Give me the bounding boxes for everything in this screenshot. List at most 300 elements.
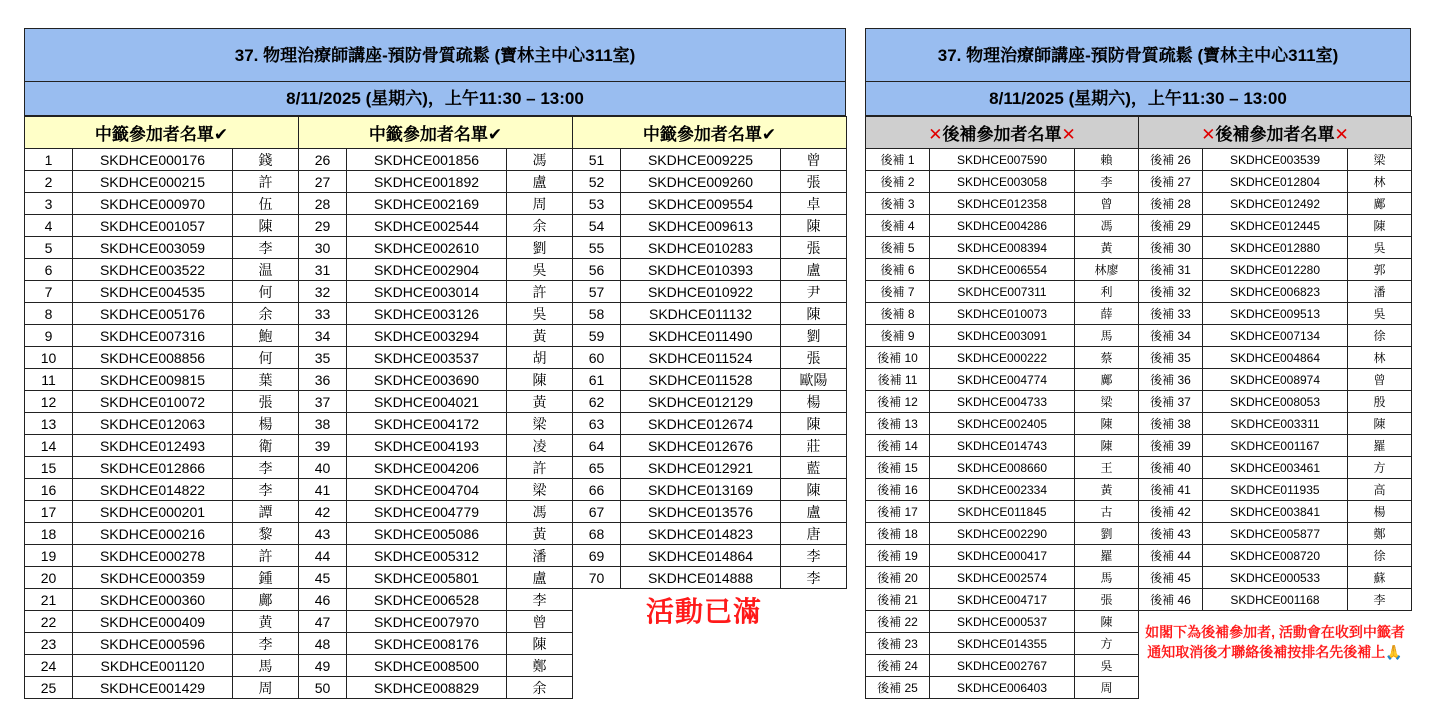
surname: 黎 (233, 523, 299, 545)
surname: 伍 (233, 193, 299, 215)
member-id: SKDHCE004704 (347, 479, 507, 501)
table-row (25, 149, 847, 171)
surname: 陳 (1075, 435, 1139, 457)
entry-number: 9 (25, 325, 73, 347)
table-row (866, 457, 1412, 479)
surname: 周 (1075, 677, 1139, 699)
surname: 曾 (1348, 369, 1412, 391)
table-row (866, 193, 1412, 215)
member-id: SKDHCE005176 (73, 303, 233, 325)
surname: 吳 (1348, 303, 1412, 325)
entry-number: 55 (573, 237, 621, 259)
surname: 古 (1075, 501, 1139, 523)
table-row (866, 545, 1412, 567)
surname: 黄 (233, 611, 299, 633)
member-id: SKDHCE010393 (621, 259, 781, 281)
event-title-right: 37. 物理治療師講座-預防骨質疏鬆 (寶林主中心311室) (865, 28, 1411, 82)
entry-number: 60 (573, 347, 621, 369)
entry-number: 59 (573, 325, 621, 347)
surname: 吳 (507, 259, 573, 281)
surname: 張 (781, 171, 847, 193)
entry-number: 70 (573, 567, 621, 589)
waitlist-number: 後補 2 (866, 171, 930, 193)
entry-number: 25 (25, 677, 73, 699)
empty-cell (1348, 677, 1412, 699)
entry-number: 62 (573, 391, 621, 413)
entry-number: 6 (25, 259, 73, 281)
table-row (866, 479, 1412, 501)
surname: 鄭 (1348, 523, 1412, 545)
surname: 羅 (1348, 435, 1412, 457)
waitlist-number: 後補 3 (866, 193, 930, 215)
surname: 張 (781, 347, 847, 369)
surname: 陳 (781, 479, 847, 501)
waitlist-number: 後補 40 (1139, 457, 1203, 479)
entry-number: 17 (25, 501, 73, 523)
table-row (866, 369, 1412, 391)
entry-number: 20 (25, 567, 73, 589)
table-row (866, 325, 1412, 347)
surname: 劉 (507, 237, 573, 259)
empty-cell (1139, 677, 1203, 699)
waitlist-number: 後補 46 (1139, 589, 1203, 611)
surname: 盧 (507, 171, 573, 193)
entry-number: 43 (299, 523, 347, 545)
surname: 盧 (781, 501, 847, 523)
surname: 李 (781, 567, 847, 589)
surname: 陳 (781, 303, 847, 325)
member-id: SKDHCE010922 (621, 281, 781, 303)
member-id: SKDHCE014823 (621, 523, 781, 545)
member-id: SKDHCE004286 (930, 215, 1075, 237)
member-id: SKDHCE003294 (347, 325, 507, 347)
entry-number: 27 (299, 171, 347, 193)
table-row (25, 435, 847, 457)
table-row (866, 237, 1412, 259)
member-id: SKDHCE011490 (621, 325, 781, 347)
member-id: SKDHCE012676 (621, 435, 781, 457)
surname: 賴 (1075, 149, 1139, 171)
entry-number: 42 (299, 501, 347, 523)
surname: 梁 (507, 479, 573, 501)
member-id: SKDHCE004206 (347, 457, 507, 479)
surname: 黃 (1075, 237, 1139, 259)
table-row (25, 545, 847, 567)
surname: 黃 (1075, 479, 1139, 501)
member-id: SKDHCE012804 (1203, 171, 1348, 193)
entry-number: 26 (299, 149, 347, 171)
member-id: SKDHCE003126 (347, 303, 507, 325)
table-row (25, 347, 847, 369)
entry-number: 11 (25, 369, 73, 391)
member-id: SKDHCE004717 (930, 589, 1075, 611)
member-id: SKDHCE013576 (621, 501, 781, 523)
table-row (866, 171, 1412, 193)
surname: 盧 (781, 259, 847, 281)
member-id: SKDHCE011132 (621, 303, 781, 325)
entry-number: 51 (573, 149, 621, 171)
waitlist-number: 後補 33 (1139, 303, 1203, 325)
table-row (866, 413, 1412, 435)
waitlist-number: 後補 24 (866, 655, 930, 677)
empty-cell (621, 677, 781, 699)
table-row (25, 501, 847, 523)
entry-number: 65 (573, 457, 621, 479)
member-id: SKDHCE012921 (621, 457, 781, 479)
member-id: SKDHCE000533 (1203, 567, 1348, 589)
surname: 利 (1075, 281, 1139, 303)
waitlist-number: 後補 42 (1139, 501, 1203, 523)
waitlist-number: 後補 43 (1139, 523, 1203, 545)
surname: 何 (233, 281, 299, 303)
member-id: SKDHCE009513 (1203, 303, 1348, 325)
entry-number: 30 (299, 237, 347, 259)
surname: 歐陽 (781, 369, 847, 391)
entry-number: 54 (573, 215, 621, 237)
surname: 梁 (1348, 149, 1412, 171)
member-id: SKDHCE007316 (73, 325, 233, 347)
cross-mark-icon: ✕ (928, 125, 943, 144)
member-id: SKDHCE012280 (1203, 259, 1348, 281)
member-id: SKDHCE002544 (347, 215, 507, 237)
member-id: SKDHCE011524 (621, 347, 781, 369)
table-row (866, 567, 1412, 589)
table-row (866, 677, 1412, 699)
surname: 李 (233, 633, 299, 655)
table-row (25, 413, 847, 435)
surname: 曾 (781, 149, 847, 171)
entry-number: 34 (299, 325, 347, 347)
member-id: SKDHCE004864 (1203, 347, 1348, 369)
waitlist-number: 後補 41 (1139, 479, 1203, 501)
winners-header-row (25, 117, 847, 149)
surname: 劉 (781, 325, 847, 347)
empty-cell (573, 589, 621, 611)
member-id: SKDHCE008660 (930, 457, 1075, 479)
surname: 鄺 (1075, 369, 1139, 391)
member-id: SKDHCE004733 (930, 391, 1075, 413)
waitlist-number: 後補 11 (866, 369, 930, 391)
surname: 馬 (233, 655, 299, 677)
surname: 胡 (507, 347, 573, 369)
entry-number: 53 (573, 193, 621, 215)
entry-number: 66 (573, 479, 621, 501)
surname: 陳 (1348, 413, 1412, 435)
member-id: SKDHCE003537 (347, 347, 507, 369)
waitlist-number: 後補 27 (1139, 171, 1203, 193)
member-id: SKDHCE005312 (347, 545, 507, 567)
waitlist-number: 後補 30 (1139, 237, 1203, 259)
member-id: SKDHCE002610 (347, 237, 507, 259)
entry-number: 19 (25, 545, 73, 567)
entry-number: 28 (299, 193, 347, 215)
surname: 李 (1348, 589, 1412, 611)
winners-header: 中籤參加者名單✔ (299, 117, 573, 149)
surname: 梁 (507, 413, 573, 435)
surname: 楊 (781, 391, 847, 413)
event-date: 8/11/2025 (星期六)，上午11:30 – 13:00 (24, 82, 846, 116)
surname: 劉 (1075, 523, 1139, 545)
event-date-right: 8/11/2025 (星期六)，上午11:30 – 13:00 (865, 82, 1411, 116)
entry-number: 46 (299, 589, 347, 611)
waitlist-number: 後補 15 (866, 457, 930, 479)
member-id: SKDHCE010073 (930, 303, 1075, 325)
surname: 吳 (1348, 237, 1412, 259)
entry-number: 36 (299, 369, 347, 391)
surname: 陳 (1348, 215, 1412, 237)
table-row (25, 457, 847, 479)
member-id: SKDHCE012129 (621, 391, 781, 413)
member-id: SKDHCE002904 (347, 259, 507, 281)
member-id: SKDHCE012063 (73, 413, 233, 435)
entry-number: 39 (299, 435, 347, 457)
waitlist-number: 後補 10 (866, 347, 930, 369)
waitlist-number: 後補 8 (866, 303, 930, 325)
member-id: SKDHCE008053 (1203, 391, 1348, 413)
surname: 林 (1348, 171, 1412, 193)
surname: 尹 (781, 281, 847, 303)
surname: 鄺 (233, 589, 299, 611)
entry-number: 69 (573, 545, 621, 567)
entry-number: 37 (299, 391, 347, 413)
member-id: SKDHCE003522 (73, 259, 233, 281)
waitlist-number: 後補 45 (1139, 567, 1203, 589)
table-row (866, 501, 1412, 523)
entry-number: 68 (573, 523, 621, 545)
member-id: SKDHCE009815 (73, 369, 233, 391)
surname: 方 (1348, 457, 1412, 479)
table-row (866, 281, 1412, 303)
entry-number: 16 (25, 479, 73, 501)
surname: 楊 (233, 413, 299, 435)
member-id: SKDHCE007590 (930, 149, 1075, 171)
surname: 林廖 (1075, 259, 1139, 281)
waitlist-number: 後補 26 (1139, 149, 1203, 171)
empty-cell (621, 655, 781, 677)
table-row (25, 567, 847, 589)
member-id: SKDHCE004021 (347, 391, 507, 413)
member-id: SKDHCE007311 (930, 281, 1075, 303)
surname: 陳 (1075, 413, 1139, 435)
member-id: SKDHCE000278 (73, 545, 233, 567)
member-id: SKDHCE000537 (930, 611, 1075, 633)
member-id: SKDHCE014743 (930, 435, 1075, 457)
empty-cell (1203, 677, 1348, 699)
waitlist-number: 後補 21 (866, 589, 930, 611)
entry-number: 64 (573, 435, 621, 457)
member-id: SKDHCE005877 (1203, 523, 1348, 545)
member-id: SKDHCE003014 (347, 281, 507, 303)
waitlist-number: 後補 37 (1139, 391, 1203, 413)
table-row (866, 391, 1412, 413)
member-id: SKDHCE014355 (930, 633, 1075, 655)
entry-number: 10 (25, 347, 73, 369)
member-id: SKDHCE003539 (1203, 149, 1348, 171)
entry-number: 21 (25, 589, 73, 611)
event-full-notice: 活動已滿 (646, 596, 763, 627)
member-id: SKDHCE003091 (930, 325, 1075, 347)
waitlist-number: 後補 19 (866, 545, 930, 567)
table-row (25, 281, 847, 303)
member-id: SKDHCE000215 (73, 171, 233, 193)
surname: 李 (1075, 171, 1139, 193)
waitlist-number: 後補 31 (1139, 259, 1203, 281)
member-id: SKDHCE007134 (1203, 325, 1348, 347)
waitlist-number: 後補 20 (866, 567, 930, 589)
surname: 張 (781, 237, 847, 259)
surname: 陳 (1075, 611, 1139, 633)
member-id: SKDHCE008176 (347, 633, 507, 655)
waitlist-number: 後補 25 (866, 677, 930, 699)
surname: 吳 (507, 303, 573, 325)
surname: 何 (233, 347, 299, 369)
cross-mark-icon: ✕ (1061, 125, 1076, 144)
table-row (866, 523, 1412, 545)
entry-number: 24 (25, 655, 73, 677)
entry-number: 45 (299, 567, 347, 589)
member-id: SKDHCE008974 (1203, 369, 1348, 391)
member-id: SKDHCE010072 (73, 391, 233, 413)
member-id: SKDHCE008720 (1203, 545, 1348, 567)
surname: 殷 (1348, 391, 1412, 413)
entry-number: 38 (299, 413, 347, 435)
surname: 鄺 (1348, 193, 1412, 215)
waitlist-number: 後補 23 (866, 633, 930, 655)
waitlist-header-row (866, 117, 1412, 149)
entry-number: 8 (25, 303, 73, 325)
table-row (25, 325, 847, 347)
entry-number: 29 (299, 215, 347, 237)
cross-mark-icon: ✕ (1334, 125, 1349, 144)
surname: 方 (1075, 633, 1139, 655)
surname: 余 (507, 677, 573, 699)
entry-number: 15 (25, 457, 73, 479)
surname: 黃 (507, 325, 573, 347)
surname: 馬 (1075, 567, 1139, 589)
empty-cell (573, 655, 621, 677)
waitlist-number: 後補 5 (866, 237, 930, 259)
waitlist-number: 後補 16 (866, 479, 930, 501)
entry-number: 47 (299, 611, 347, 633)
member-id: SKDHCE012492 (1203, 193, 1348, 215)
entry-number: 22 (25, 611, 73, 633)
waitlist-number: 後補 44 (1139, 545, 1203, 567)
empty-cell (573, 633, 621, 655)
member-id: SKDHCE000360 (73, 589, 233, 611)
table-row (25, 391, 847, 413)
table-row (25, 677, 847, 699)
member-id: SKDHCE011528 (621, 369, 781, 391)
surname: 許 (233, 545, 299, 567)
surname: 温 (233, 259, 299, 281)
surname: 鄭 (507, 655, 573, 677)
member-id: SKDHCE002169 (347, 193, 507, 215)
table-row (25, 523, 847, 545)
empty-cell (781, 655, 847, 677)
member-id: SKDHCE002405 (930, 413, 1075, 435)
surname: 王 (1075, 457, 1139, 479)
surname: 周 (507, 193, 573, 215)
surname: 卓 (781, 193, 847, 215)
member-id: SKDHCE005086 (347, 523, 507, 545)
table-row (25, 303, 847, 325)
entry-number: 67 (573, 501, 621, 523)
member-id: SKDHCE004779 (347, 501, 507, 523)
entry-number: 49 (299, 655, 347, 677)
surname: 曾 (1075, 193, 1139, 215)
surname: 陳 (781, 215, 847, 237)
waitlist-number: 後補 6 (866, 259, 930, 281)
member-id: SKDHCE003311 (1203, 413, 1348, 435)
member-id: SKDHCE009554 (621, 193, 781, 215)
surname: 徐 (1348, 325, 1412, 347)
surname: 高 (1348, 479, 1412, 501)
surname: 曾 (507, 611, 573, 633)
empty-cell (573, 611, 621, 633)
surname: 郭 (1348, 259, 1412, 281)
member-id: SKDHCE009225 (621, 149, 781, 171)
table-row (25, 193, 847, 215)
member-id: SKDHCE004774 (930, 369, 1075, 391)
surname: 李 (507, 589, 573, 611)
member-id: SKDHCE002334 (930, 479, 1075, 501)
surname: 陳 (233, 215, 299, 237)
entry-number: 5 (25, 237, 73, 259)
member-id: SKDHCE012493 (73, 435, 233, 457)
member-id: SKDHCE014822 (73, 479, 233, 501)
member-id: SKDHCE002290 (930, 523, 1075, 545)
empty-cell (781, 633, 847, 655)
surname: 衛 (233, 435, 299, 457)
surname: 周 (233, 677, 299, 699)
empty-cell (781, 611, 847, 633)
surname: 余 (233, 303, 299, 325)
member-id: SKDHCE008500 (347, 655, 507, 677)
entry-number: 32 (299, 281, 347, 303)
table-row (866, 259, 1412, 281)
member-id: SKDHCE010283 (621, 237, 781, 259)
surname: 潘 (1348, 281, 1412, 303)
member-id: SKDHCE011845 (930, 501, 1075, 523)
surname: 許 (507, 457, 573, 479)
member-id: SKDHCE008856 (73, 347, 233, 369)
winners-header: 中籤參加者名單✔ (25, 117, 299, 149)
waitlist-number: 後補 1 (866, 149, 930, 171)
table-row (866, 347, 1412, 369)
waitlist-number: 後補 28 (1139, 193, 1203, 215)
member-id: SKDHCE012445 (1203, 215, 1348, 237)
entry-number: 63 (573, 413, 621, 435)
surname: 陳 (507, 369, 573, 391)
surname: 吳 (1075, 655, 1139, 677)
member-id: SKDHCE013169 (621, 479, 781, 501)
member-id: SKDHCE001057 (73, 215, 233, 237)
surname: 唐 (781, 523, 847, 545)
surname: 楊 (1348, 501, 1412, 523)
empty-cell (781, 677, 847, 699)
waitlist-number: 後補 4 (866, 215, 930, 237)
entry-number: 14 (25, 435, 73, 457)
waitlist-number: 後補 32 (1139, 281, 1203, 303)
member-id: SKDHCE003059 (73, 237, 233, 259)
table-row (866, 303, 1412, 325)
surname: 鍾 (233, 567, 299, 589)
member-id: SKDHCE008829 (347, 677, 507, 699)
waitlist-number: 後補 39 (1139, 435, 1203, 457)
surname: 黃 (507, 391, 573, 413)
waitlist-header-label: 後補參加者名單 (1215, 125, 1335, 144)
surname: 錢 (233, 149, 299, 171)
